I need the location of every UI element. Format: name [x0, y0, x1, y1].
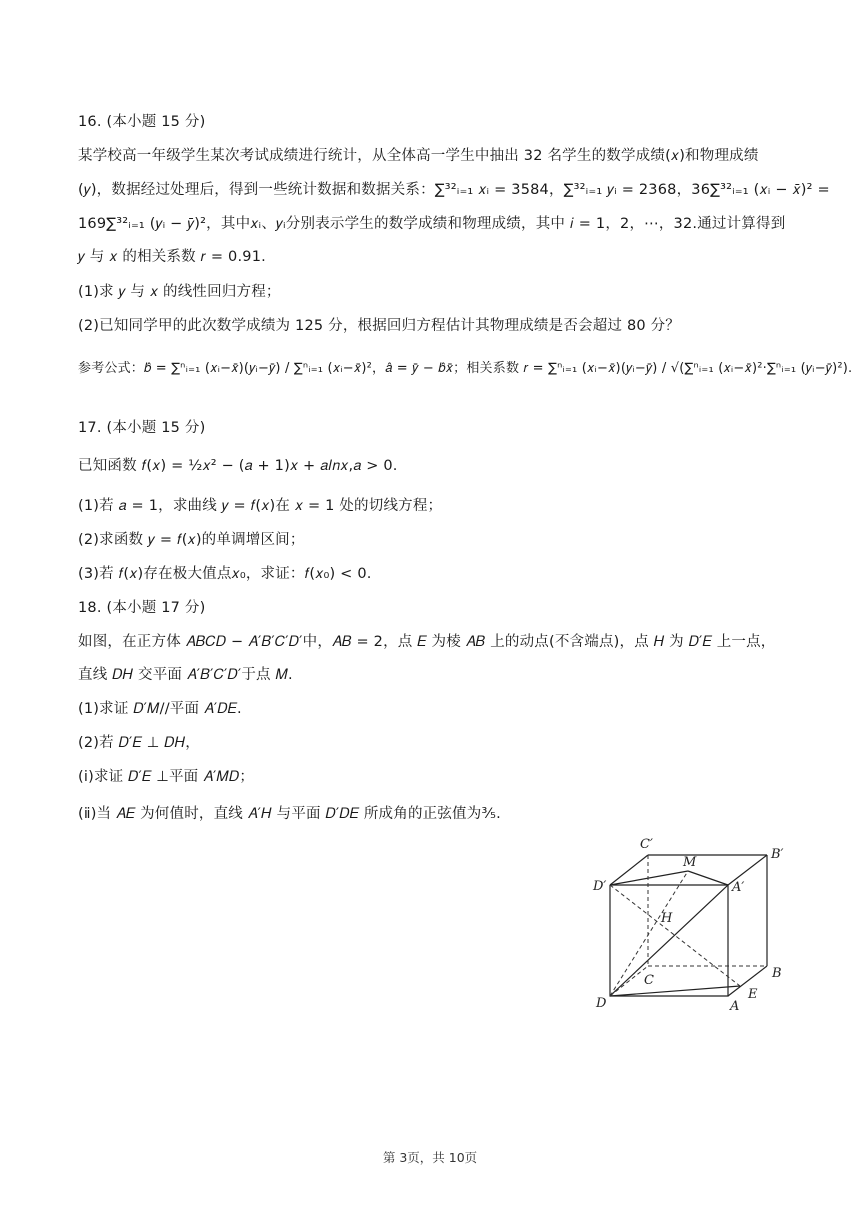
hidden-edge-d-c: [610, 966, 648, 996]
cube-hidden-edges: [610, 855, 767, 996]
problem-16-question-2: (2)已知同学甲的此次数学成绩为 125 分，根据回归方程估计其物理成绩是否会超过 80 分？: [78, 318, 680, 334]
problem-16-text-1: 某学校高一年级学生某次考试成绩进行统计，从全体高一学生中抽出 32 名学生的数学成绩(𝑥)和物理成绩: [78, 148, 759, 164]
problem-18-question-2ii: (ⅱ)当 𝐴𝐸 为何值时，直线 𝐴′𝐻 与平面 𝐷′𝐷𝐸 所成角的正弦值为³⁄₅.: [78, 806, 501, 822]
label-m: M: [683, 855, 697, 870]
problem-18-question-2i: (ⅰ)求证 𝐷′𝐸 ⊥平面 𝐴′𝑀𝐷；: [78, 769, 255, 785]
segment-d-e: [610, 986, 740, 996]
problem-17-question-3: (3)若 𝑓(𝑥)存在极大值点𝑥₀，求证：𝑓(𝑥₀) < 0.: [78, 566, 372, 582]
problem-18-text-1: 如图，在正方体 𝐴𝐵𝐶𝐷 − 𝐴′𝐵′𝐶′𝐷′中，𝐴𝐵 = 2，点 𝐸 为棱 𝐴𝐵 上的动点(不含端点)，点 𝐻 为 𝐷′𝐸 上一点，: [78, 634, 776, 650]
cube-visible-edges: [610, 855, 767, 996]
problem-18-text-2: 直线 𝐷𝐻 交平面 𝐴′𝐵′𝐶′𝐷′于点 𝑀.: [78, 667, 293, 683]
page-footer: 第 3页，共 10页: [382, 1150, 478, 1165]
problem-17-question-2: (2)求函数 𝑦 = 𝑓(𝑥)的单调增区间；: [78, 532, 305, 548]
problem-16-reference-formula: 参考公式：𝑏̂ = ∑ⁿᵢ₌₁ (𝑥ᵢ−𝑥̄)(𝑦ᵢ−𝑦̄) / ∑ⁿᵢ₌₁ (𝑥ᵢ−𝑥̄)²，𝑎̂ = 𝑦̄ − 𝑏̂𝑥̄；相关系数 𝑟 = ∑ⁿᵢ₌₁ (𝑥ᵢ−𝑥̄)(𝑦ᵢ−𝑦̄) / √(∑ⁿᵢ₌₁ (𝑥ᵢ−𝑥̄)²·∑ⁿᵢ₌₁ (𝑦ᵢ−𝑦̄)²).: [78, 361, 853, 376]
edge-dprime-cprime: [610, 855, 648, 885]
problem-17-text-1: 已知函数 𝑓(𝑥) = ½𝑥² − (𝑎 + 1)𝑥 + 𝑎𝑙𝑛𝑥,𝑎 > 0.: [78, 458, 398, 474]
label-d: D: [596, 996, 607, 1011]
problem-16-text-3: 169∑³²ᵢ₌₁ (𝑦ᵢ − 𝑦̄)²，其中𝑥ᵢ、𝑦ᵢ分别表示学生的数学成绩和物理成绩，其中 𝑖 = 1，2，⋯，32.通过计算得到: [78, 216, 786, 232]
problem-16-text-4: 𝑦 与 𝑥 的相关系数 𝑟 = 0.91.: [78, 249, 266, 265]
label-cprime: C′: [640, 837, 653, 852]
problem-17-header: 17. (本小题 15 分): [78, 420, 206, 436]
problem-16-question-1: (1)求 𝑦 与 𝑥 的线性回归方程；: [78, 284, 281, 300]
label-h: H: [661, 911, 673, 926]
cube-vertex-labels: [592, 837, 784, 1014]
label-dprime: D′: [593, 879, 607, 894]
label-bprime: B′: [771, 847, 784, 862]
problem-18-question-1: (1)求证 𝐷′𝑀//平面 𝐴′𝐷𝐸.: [78, 701, 242, 717]
problem-16-text-2: (𝑦)，数据经过处理后，得到一些统计数据和数据关系：∑³²ᵢ₌₁ 𝑥ᵢ = 3584，∑³²ᵢ₌₁ 𝑦ᵢ = 2368，36∑³²ᵢ₌₁ (𝑥ᵢ − 𝑥̄)² =: [78, 182, 830, 198]
problem-18-question-2: (2)若 𝐷′𝐸 ⊥ 𝐷𝐻，: [78, 735, 200, 751]
label-a: A: [730, 999, 740, 1014]
label-c: C: [644, 973, 654, 988]
segment-m-aprime: [688, 871, 728, 885]
problem-18-header: 18. (本小题 17 分): [78, 600, 206, 616]
problem-16-header: 16. (本小题 15 分): [78, 114, 206, 130]
label-aprime: A′: [732, 880, 745, 895]
segment-dprime-m: [610, 871, 688, 885]
cube-figure: [590, 828, 800, 1018]
label-e: E: [748, 987, 758, 1002]
problem-17-question-1: (1)若 𝑎 = 1，求曲线 𝑦 = 𝑓(𝑥)在 𝑥 = 1 处的切线方程；: [78, 498, 443, 514]
segment-d-aprime: [610, 885, 728, 996]
label-b: B: [772, 966, 782, 981]
